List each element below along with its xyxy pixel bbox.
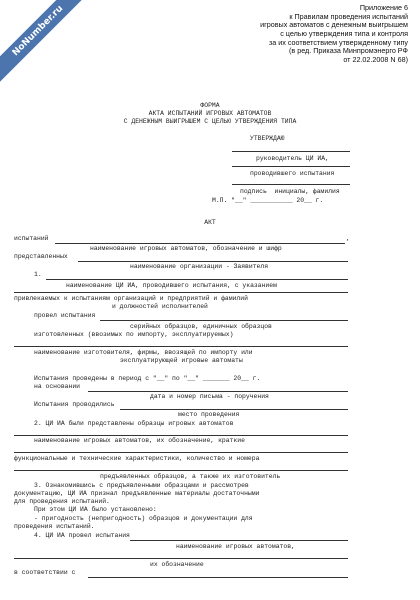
accordance-label: в соответствии с	[14, 569, 76, 576]
appendix-line: игровых автоматов с денежным выигрышем	[260, 20, 408, 30]
place-label: Испытания проводились	[34, 401, 115, 408]
p3-line-a: 3. Ознакомившись с предъявленными образцами и рассмотрев	[34, 482, 249, 489]
appendix-block	[148, 4, 408, 64]
p1-label: 1.	[34, 271, 42, 278]
established-label: При этом ЦИ ИА было установлено:	[34, 506, 157, 513]
approve-head: руководитель ЦИ ИА,	[256, 155, 329, 162]
caption-2: наименование организации - Заявителя	[130, 263, 269, 270]
appendix-line: Приложение 6	[359, 3, 408, 12]
approve-mp: М.П. "__" ___________ 20__ г.	[212, 197, 324, 204]
p3-line-b: документацию, ЦИ ИА признал предъявленные материалы достаточными	[14, 490, 260, 497]
accordance-line	[88, 577, 348, 578]
watermark-ribbon: NoNumber.ru	[0, 0, 94, 87]
p1-line	[46, 279, 348, 280]
manufactured-line	[14, 346, 348, 347]
suitability-line-1: - пригодность (непригодность) образцов и документации для	[34, 515, 253, 522]
caption-13: предъявленных образцов, а также их изготовитель	[100, 473, 281, 480]
conducted-label: провел испытания	[34, 312, 96, 319]
appendix-line: за их соответствием утвержденному типу	[268, 37, 408, 47]
caption-9: дата и номер письма - поручения	[150, 393, 269, 400]
caption-4: привлекаемых к испытаниям организаций и предприятий и фамилий	[14, 295, 248, 302]
period-label: Испытания проведены в период с "__" по "__" _______ 20__ г.	[34, 375, 261, 382]
tests-comma: ,	[346, 235, 350, 242]
manufactured-label: изготовленных (ввозимых по импорту, эксплуатируемых)	[34, 331, 234, 338]
caption-15: их обозначение	[150, 561, 204, 568]
approve-line-1	[232, 151, 350, 152]
tests-label: испытаний	[14, 235, 49, 242]
p4-label: 4. ЦИ ИА провел испытания	[34, 532, 130, 539]
appendix-line: (в ред. Приказа Минпромэнерго РФ	[289, 46, 408, 56]
caption-8: эксплуатирующей игровые автоматы	[120, 357, 243, 364]
caption-12: функциональные и технические характеристики, количество и номера	[14, 455, 260, 462]
basis-line	[88, 391, 348, 392]
act-title: АКТ	[204, 219, 216, 226]
approve-line-3	[232, 184, 350, 185]
appendix-line: с целью утверждения типа и контроля	[280, 28, 408, 38]
submitted-label: представленных	[14, 253, 68, 260]
appendix-line: от 22.02.2008 N 68)	[343, 54, 408, 64]
approve-conducting: проводившего испытания	[250, 170, 335, 177]
caption-6: серийных образцов, единичных образцов	[130, 323, 272, 330]
approve-line-2	[232, 166, 350, 167]
caption-3: наименование ЦИ ИА, проводившего испытания, с указанием	[66, 282, 277, 289]
basis-label: на основании	[34, 383, 81, 390]
p2-text: 2. ЦИ ИА были представлены образцы игровых автоматов	[34, 420, 234, 427]
form-label: ФОРМА	[200, 102, 220, 109]
caption-1: наименование игровых автоматов, обозначение и шифр	[90, 245, 282, 252]
p4-line-2	[14, 558, 348, 559]
approve-signature: подпись инициалы, фамилия	[240, 188, 340, 195]
form-title-2: С ДЕНЕЖНЫМ ВЫИГРЫШЕМ С ЦЕЛЬЮ УТВЕРЖДЕНИЯ ТИПА	[123, 118, 297, 125]
tests-line	[55, 243, 345, 244]
conducted-line	[100, 320, 348, 321]
place-line	[120, 409, 348, 410]
p2-line-1	[14, 435, 348, 436]
p1-line-2	[14, 292, 348, 293]
approve-label: УТВЕРЖДАЮ	[250, 135, 285, 142]
form-title-1: АКТА ИСПЫТАНИЙ ИГРОВЫХ АВТОМАТОВ	[148, 110, 272, 117]
caption-10: место проведения	[178, 411, 240, 418]
caption-5: и должностей исполнителей	[112, 303, 208, 310]
suitability-line-2: проведения испытаний.	[14, 523, 95, 530]
submitted-line	[78, 261, 348, 262]
caption-7: наименование изготовителя, фирмы, ввозящей по импорту или	[34, 349, 253, 356]
p2-line-2	[14, 452, 348, 453]
caption-14: наименование игровых автоматов,	[176, 543, 295, 550]
appendix-line: к Правилам проведения испытаний	[289, 11, 408, 21]
p2-line-3	[14, 470, 348, 471]
p3-line-c: для проведения испытаний.	[14, 498, 110, 505]
p4-line	[130, 540, 348, 541]
caption-11: наименование игровых автоматов, их обозначение, краткие	[34, 437, 245, 444]
